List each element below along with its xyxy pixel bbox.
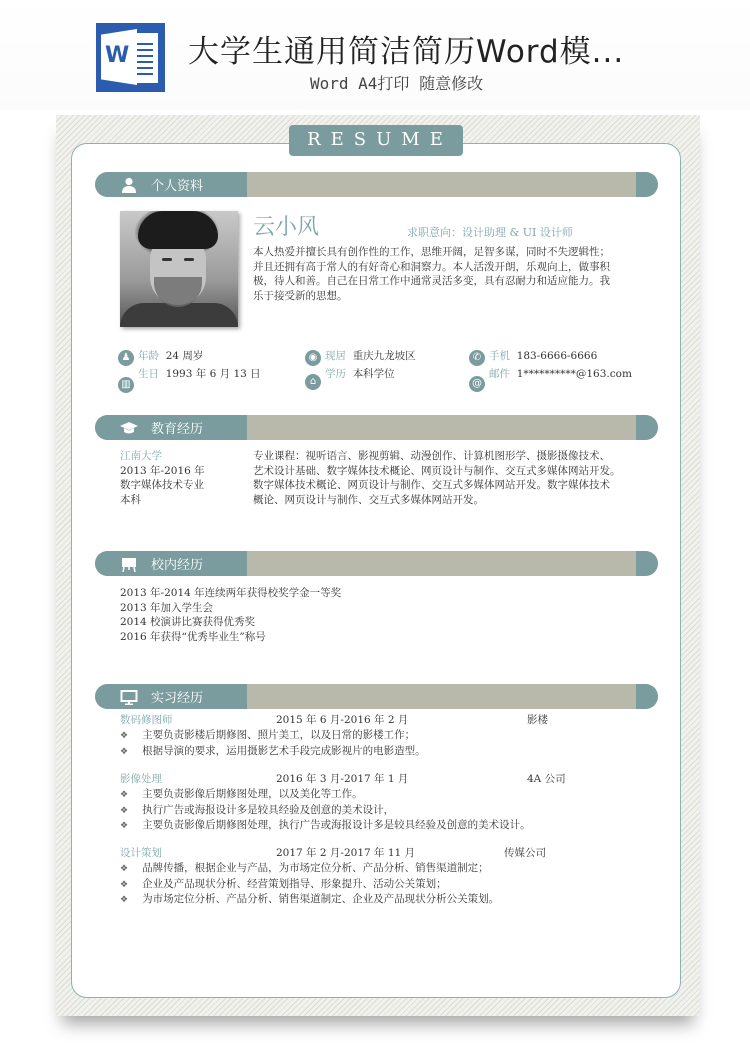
job-period: 2017 年 2 月-2017 年 11 月 <box>276 847 416 859</box>
listing-header <box>0 0 750 110</box>
section-bar-personal <box>95 172 658 197</box>
document-subtitle: Word A4打印 随意修改 <box>310 74 484 93</box>
job-duties: ❖ 品牌传播，根据企业与产品，为市场定位分析、产品分析、销售渠道制定； ❖ 企业及产品现状分析、经营策划指导、形象提升、活动公关策划； ❖ 为市场定位分析、产品分析、销售渠道制定、企业及产品现状分析公关策划。 <box>120 862 500 905</box>
info-email: 邮件 1**********@163.com <box>489 368 632 380</box>
job-company: 传媒公司 <box>504 847 546 859</box>
section-bar-education <box>95 415 658 440</box>
info-education: 学历 本科学位 <box>325 368 395 380</box>
section-title: 个人资料 <box>151 179 204 194</box>
resume-paper <box>56 115 700 1016</box>
info-birthday: 生日 1993 年 6 月 13 日 <box>138 368 261 380</box>
presentation-board-icon <box>120 556 138 572</box>
section-title: 实习经历 <box>151 691 204 706</box>
phone-icon: ✆ <box>469 350 485 366</box>
section-title: 校内经历 <box>151 558 204 573</box>
info-residence: 现居 重庆九龙坡区 <box>325 350 416 362</box>
location-pin-icon: ◉ <box>305 350 321 366</box>
list-item: 2016 年获得“优秀毕业生”称号 <box>120 630 266 643</box>
education-courses: 专业课程：视听语言、影视剪辑、动漫创作、计算机图形学、摄影摄像技术、 艺术设计基础、数字媒体技术概论、网页设计与制作、交互式多媒体网站开发。 数字媒体技术概论、网页设计与制作、交互式多媒体网站开发。数字媒体技术 概论、网页设计与制作、交互式多媒体网站开发。 <box>253 450 621 506</box>
education-summary: 江南大学 2013 年-2016 年 数字媒体技术专业 本科 <box>120 450 205 506</box>
section-bar-campus <box>95 551 658 576</box>
campus-list <box>120 586 341 644</box>
section-bar-internship <box>95 684 658 709</box>
graduation-cap-icon: ⌂ <box>305 374 321 390</box>
section-title: 教育经历 <box>151 422 204 437</box>
list-item: 2013 年加入学生会 <box>120 601 214 614</box>
job-period: 2015 年 6 月-2016 年 2 月 <box>276 714 409 726</box>
word-icon: W <box>96 23 165 92</box>
job-duties: ❖ 主要负责影像后期修图处理，以及美化等工作。 ❖ 执行广告或海报设计多是较具经验及创意的美术设计， ❖ 主要负责影像后期修图处理，执行广告或海报设计多是较具经验及创意的美术设计。 <box>120 788 531 831</box>
job-period: 2016 年 3 月-2017 年 1 月 <box>276 773 409 785</box>
list-item: 2013 年-2014 年连续两年获得校奖学金一等奖 <box>120 587 342 599</box>
job-duties: ❖ 主要负责影楼后期修图、照片美工，以及日常的影楼工作； ❖ 根据导演的要求，运用摄影艺术手段完成影视片的电影造型。 <box>120 729 426 757</box>
job-company: 影楼 <box>527 714 548 726</box>
job-role: 数码修图师 <box>120 714 173 726</box>
cake-icon: ▥ <box>118 377 134 393</box>
candidate-name: 云小风 <box>253 215 320 240</box>
person-icon: ♟ <box>118 350 134 366</box>
job-intent: 求职意向：设计助理 & UI 设计师 <box>407 226 573 239</box>
info-age: 年龄 24 周岁 <box>138 350 204 362</box>
at-icon: @ <box>469 376 485 392</box>
bio-text: 本人热爱并擅长具有创作性的工作，思维开阔，足智多谋，同时不失逻辑性； 并且还拥有高于常人的有好奇心和洞察力。本人活泼开朗，乐观向上，做事积 极，待人和善。自己在日常工作中通常灵活多变，具有忍耐力和适应能力。我 乐于接受新的思想。 <box>253 246 610 302</box>
graduation-cap-icon <box>120 420 138 436</box>
job-company: 4A 公司 <box>527 773 566 785</box>
list-item: 2014 校演讲比赛获得优秀奖 <box>120 616 256 628</box>
profile-photo <box>120 211 238 327</box>
resume-card <box>71 143 681 998</box>
info-phone: 手机 183-6666-6666 <box>489 350 598 362</box>
document-title: 大学生通用简洁简历Word模... <box>188 34 625 70</box>
job-role: 设计策划 <box>120 847 162 859</box>
job-role: 影像处理 <box>120 773 162 785</box>
user-icon <box>120 177 138 193</box>
resume-banner: RESUME <box>289 125 463 156</box>
monitor-icon <box>120 689 138 705</box>
